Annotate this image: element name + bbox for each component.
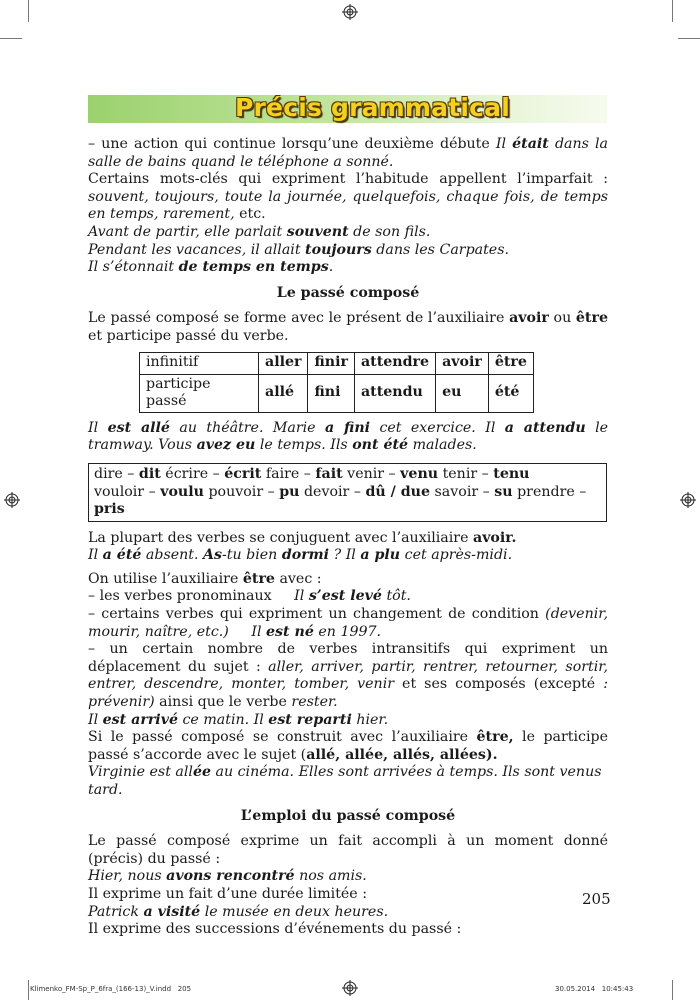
text: As (203, 547, 222, 564)
table-cell: allé (259, 374, 308, 412)
text: au théâtre. Marie (169, 419, 325, 436)
text: nos amis. (294, 868, 367, 885)
paragraph: Il exprime un fait d’une durée limitée : (88, 885, 367, 902)
crop-mark (672, 980, 673, 1000)
text: avoir. (473, 529, 517, 546)
text: Il (88, 711, 103, 728)
text: le tramway. Vous (88, 419, 609, 454)
text: a fini (324, 419, 371, 436)
registration-mark-icon (4, 492, 20, 508)
table-row (140, 352, 534, 374)
text: avons rencontré (166, 868, 295, 885)
list-item (88, 588, 608, 606)
text: absent. (141, 547, 203, 564)
text: Si le passé composé se construit avec l’auxiliaire (88, 729, 477, 746)
text: pris (94, 501, 125, 518)
example (88, 259, 608, 277)
print-slug-filename: Klimenko_FM-Sp_P_6fra_(166-13)_V.indd 205 (30, 985, 192, 993)
text: tôt. (381, 588, 411, 605)
example (88, 764, 608, 799)
text: au cinéma. Elles sont arrivées à temps. Ils sont venus tard. (88, 764, 602, 798)
text: le temps. Ils (255, 437, 353, 454)
page-title: Précis grammatical (235, 93, 511, 122)
text: dit (138, 465, 161, 482)
table-cell: être (488, 352, 533, 374)
text: dû / due (365, 483, 431, 500)
text: être (575, 310, 608, 327)
text: écrire – (160, 465, 225, 482)
table-cell: fini (308, 374, 355, 412)
text: en 1997. (313, 623, 382, 640)
text: tenu (493, 465, 530, 482)
list-item (88, 641, 608, 711)
text: cet après-midi. (400, 547, 513, 564)
table-cell: attendu (354, 374, 435, 412)
table-cell: eu (436, 374, 489, 412)
text: est né (266, 623, 314, 640)
text: prendre – (512, 483, 587, 500)
text: – un certain nombre de verbes intransitifs qui expriment un déplacement du sujet : (88, 641, 608, 675)
example (88, 712, 608, 730)
text: etc. (234, 206, 266, 223)
registration-mark-icon (342, 4, 358, 20)
text: est allé (107, 419, 170, 436)
text: (devenir, mourir, naître, etc.) (88, 606, 613, 640)
text: Il (228, 623, 267, 640)
text: ainsi que le verbe (154, 694, 292, 711)
text: souvent, toujours, toute la journée, quelquefois, chaque fois, de temps en temps, rarement, (88, 188, 608, 223)
main-content (88, 136, 613, 939)
text: ont été (352, 437, 409, 454)
paragraph: Le passé composé exprime un fait accompli à un moment donné (précis) du passé : (88, 833, 608, 867)
text: avec : (274, 570, 322, 587)
list-item (88, 606, 613, 641)
example (88, 224, 608, 242)
text: voulu (160, 483, 204, 500)
text: Virginie est all (88, 764, 193, 781)
text: rester. (291, 694, 338, 711)
paragraph (88, 571, 608, 589)
text: venir – (342, 465, 401, 482)
table-cell: attendre (354, 352, 435, 374)
table-cell: finir (308, 352, 355, 374)
text: de son fils. (348, 223, 431, 240)
text: fait (315, 465, 343, 482)
text: On utilise l’auxiliaire (88, 570, 243, 587)
text: Il s’étonnait (88, 259, 179, 276)
text: Pendant les vacances, il allait (88, 241, 306, 258)
text: Le passé composé se forme avec le présent de l’auxiliaire (88, 310, 510, 327)
text: et participe passé du verbe. (88, 327, 289, 344)
text: allé, allée, allés, allées). (306, 746, 498, 763)
text: faire – (261, 465, 316, 482)
text: est reparti (268, 711, 352, 728)
text: Avant de partir, elle parlait (88, 223, 287, 240)
box-line (94, 466, 601, 484)
text: tenir – (438, 465, 494, 482)
text: ? Il (329, 547, 361, 564)
text: a plu (360, 547, 401, 564)
paragraph (88, 136, 608, 171)
text: a été (102, 547, 142, 564)
text: dans la salle de bains quand le téléphone a sonné. (88, 136, 608, 170)
text: et ses composés (excepté (394, 676, 604, 693)
example (88, 868, 608, 886)
section-heading: L’emploi du passé composé (240, 807, 456, 824)
text: -tu bien (222, 547, 282, 564)
text: ce matin. Il (177, 711, 269, 728)
text: être, (476, 729, 514, 746)
conjugation-table (139, 352, 534, 413)
text: était (512, 136, 549, 152)
paragraph: Il exprime des successions d’événements du passé : (88, 921, 462, 938)
text: : prévenir) (88, 676, 608, 711)
registration-mark-icon (680, 492, 696, 508)
crop-mark (28, 0, 29, 22)
example (88, 547, 608, 565)
example (88, 904, 608, 922)
table-cell: avoir (436, 352, 489, 374)
text: pouvoir – (203, 483, 280, 500)
text: Hier, nous (88, 868, 167, 885)
text: dans les Carpates. (371, 241, 509, 258)
table-cell: aller (259, 352, 308, 374)
text: pu (279, 483, 300, 500)
text: le participe passé s’accorde avec le sujet ( (88, 729, 608, 763)
text: aller, arriver, partir, rentrer, retourner, sortir, entrer, descendre, monter, tomber, venir (88, 658, 608, 693)
text: de temps en temps (178, 259, 329, 276)
section-heading: Le passé composé (276, 284, 420, 301)
table-row (140, 374, 534, 412)
text: Il (88, 419, 108, 436)
text: a visité (143, 903, 201, 920)
text: le musée en deux heures. (200, 903, 389, 920)
text: vouloir – (94, 483, 161, 500)
text: s’est levé (308, 588, 382, 605)
text: savoir – (430, 483, 495, 500)
text: avez eu (196, 437, 256, 454)
text: écrit (224, 465, 262, 482)
text: La plupart des verbes se conjuguent avec l’auxiliaire (88, 529, 473, 546)
text: – les verbes pronominaux (88, 588, 295, 605)
registration-mark-icon (342, 980, 358, 996)
text: – une action qui continue lorsqu’une deuxième débute (88, 136, 496, 152)
text: venu (400, 465, 439, 482)
print-slug-timestamp: 30.05.2014 10:45:43 (555, 985, 634, 993)
box-line (94, 484, 601, 519)
crop-mark (672, 0, 673, 22)
paragraph (88, 171, 608, 224)
irregular-participles-box (88, 463, 607, 522)
crop-mark (28, 980, 29, 1000)
table-cell: été (488, 374, 533, 412)
paragraph (88, 310, 608, 345)
text: être (242, 570, 275, 587)
crop-mark (678, 38, 700, 39)
text: souvent (286, 223, 349, 240)
example (88, 242, 608, 260)
text: Patrick (88, 903, 144, 920)
text: ée (192, 764, 211, 781)
table-cell: participe passé (140, 374, 259, 412)
text: hier. (351, 711, 389, 728)
paragraph (88, 729, 608, 764)
text: avoir (509, 310, 549, 327)
text: Il (88, 547, 103, 564)
text: devoir – (299, 483, 366, 500)
crop-mark (0, 38, 22, 39)
paragraph (88, 530, 608, 548)
text: – certains verbes qui expriment un changement de condition (88, 606, 546, 623)
text: Il (294, 588, 309, 605)
example (88, 420, 608, 455)
text: . (328, 259, 334, 276)
page-number: 205 (582, 890, 611, 908)
text: su (494, 483, 513, 500)
text: dormi (281, 547, 330, 564)
text: toujours (305, 241, 372, 258)
text: Certains mots-clés qui expriment l’habitude appellent l’imparfait : (88, 171, 608, 188)
table-cell: infinitif (140, 352, 259, 374)
text: dire – (94, 465, 139, 482)
text: Il (495, 136, 513, 152)
text: a attendu (504, 419, 586, 436)
text: est arrivé (102, 711, 178, 728)
text: ou (548, 310, 576, 327)
text: cet exercice. Il (370, 419, 505, 436)
text: malades. (408, 437, 477, 454)
